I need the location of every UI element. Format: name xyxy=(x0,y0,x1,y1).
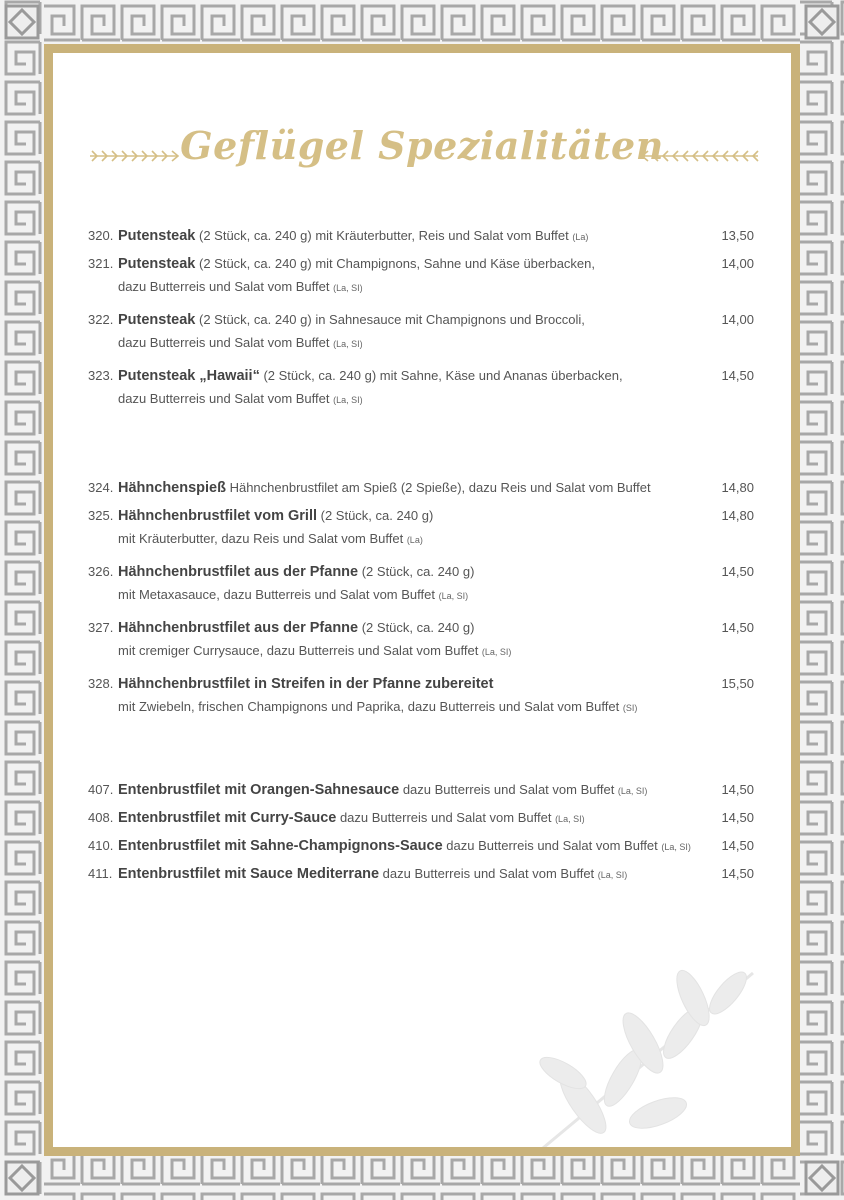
item-description-continued: mit Metaxasauce, dazu Butterreis und Salat vom Buffet xyxy=(118,587,439,602)
allergen-tag: (La, SI) xyxy=(333,283,363,293)
item-name: Entenbrustfilet mit Curry-Sauce xyxy=(118,810,337,826)
item-number: 320. xyxy=(88,228,114,243)
item-name: Entenbrustfilet mit Sauce Mediterrane xyxy=(118,866,380,882)
item-description-line2 xyxy=(118,696,637,719)
item-price: 14,50 xyxy=(721,810,754,825)
item-line xyxy=(118,225,588,248)
item-price: 14,50 xyxy=(721,564,754,579)
item-name: Putensteak xyxy=(118,228,196,244)
item-price: 14,00 xyxy=(721,256,754,271)
item-description-continued: dazu Butterreis und Salat vom Buffet xyxy=(118,335,334,350)
item-number: 326. xyxy=(88,564,114,579)
item-price: 14,80 xyxy=(721,480,754,495)
item-name: Hähnchenbrustfilet in Streifen in der Pfanne zubereitet xyxy=(118,676,494,692)
item-name: Entenbrustfilet mit Orangen-Sahnesauce xyxy=(118,782,400,798)
page-title: Geflügel Spezialitäten xyxy=(180,123,664,168)
item-number: 325. xyxy=(88,508,114,523)
item-line xyxy=(118,253,595,275)
item-price: 14,50 xyxy=(721,782,754,797)
item-name: Hähnchenbrustfilet aus der Pfanne xyxy=(118,564,359,580)
item-name: Putensteak xyxy=(118,312,196,328)
item-line xyxy=(118,835,691,858)
olive-branch-icon xyxy=(523,953,773,1147)
item-description: dazu Butterreis und Salat vom Buffet xyxy=(399,782,618,797)
allergen-tag: (La, SI) xyxy=(333,395,363,405)
item-number: 410. xyxy=(88,838,114,853)
arrow-ornament-icon xyxy=(640,149,760,163)
item-price: 14,50 xyxy=(721,866,754,881)
item-description: Hähnchenbrustfilet am Spieß (2 Spieße), dazu Reis und Salat vom Buffet xyxy=(225,480,651,495)
allergen-tag: (La, SI) xyxy=(597,870,628,880)
item-number: 323. xyxy=(88,368,114,383)
menu-page xyxy=(53,53,791,1147)
item-description: (2 Stück, ca. 240 g) mit Sahne, Käse und Ananas überbacken, xyxy=(259,368,623,383)
item-line xyxy=(118,561,474,583)
item-price: 15,50 xyxy=(721,676,754,691)
item-name: Putensteak „Hawaii“ xyxy=(118,368,260,384)
item-name: Entenbrustfilet mit Sahne-Champignons-Sauce xyxy=(118,838,443,854)
item-price: 13,50 xyxy=(721,228,754,243)
menu-page-frame xyxy=(44,44,800,1156)
item-description-continued: mit Kräuterbutter, dazu Reis und Salat vom Buffet xyxy=(118,531,407,546)
item-price: 14,50 xyxy=(721,620,754,635)
item-description-continued: mit Zwiebeln, frischen Champignons und Paprika, dazu Butterreis und Salat vom Buffet xyxy=(118,699,623,714)
allergen-tag: (La, SI) xyxy=(481,647,512,657)
item-line xyxy=(118,807,585,830)
allergen-tag: (La, SI) xyxy=(438,591,469,601)
item-line xyxy=(118,673,493,695)
item-description-line2 xyxy=(118,584,468,607)
item-description: (2 Stück, ca. 240 g) mit Champignons, Sahne und Käse überbacken, xyxy=(195,256,595,271)
item-line xyxy=(118,309,585,331)
item-number: 407. xyxy=(88,782,114,797)
allergen-tag: (La, SI) xyxy=(617,786,648,796)
item-description: (2 Stück, ca. 240 g) mit Kräuterbutter, Reis und Salat vom Buffet xyxy=(195,228,573,243)
item-description: dazu Butterreis und Salat vom Buffet xyxy=(442,838,662,853)
item-line xyxy=(118,863,627,886)
item-description-line2 xyxy=(118,528,423,551)
item-number: 408. xyxy=(88,810,114,825)
item-price: 14,00 xyxy=(721,312,754,327)
allergen-tag: (La) xyxy=(406,535,423,545)
item-number: 411. xyxy=(88,866,113,881)
item-name: Hähnchenbrustfilet vom Grill xyxy=(118,508,317,524)
item-line xyxy=(118,617,474,639)
allergen-tag: (SI) xyxy=(622,703,638,713)
item-description-continued: dazu Butterreis und Salat vom Buffet xyxy=(118,391,334,406)
item-description-continued: dazu Butterreis und Salat vom Buffet xyxy=(118,279,334,294)
allergen-tag: (La, SI) xyxy=(333,339,363,349)
item-number: 328. xyxy=(88,676,114,691)
item-description: (2 Stück, ca. 240 g) in Sahnesauce mit Champignons und Broccoli, xyxy=(195,312,585,327)
item-price: 14,50 xyxy=(721,368,754,383)
item-description: dazu Butterreis und Salat vom Buffet xyxy=(379,866,598,881)
item-description-continued: mit cremiger Currysauce, dazu Butterreis und Salat vom Buffet xyxy=(118,643,482,658)
item-price: 14,80 xyxy=(721,508,754,523)
item-description: (2 Stück, ca. 240 g) xyxy=(317,508,434,523)
allergen-tag: (La, SI) xyxy=(661,842,691,852)
item-price: 14,50 xyxy=(721,838,754,853)
title-row xyxy=(53,123,791,183)
item-line xyxy=(118,477,651,499)
item-name: Hähnchenspieß xyxy=(118,480,226,496)
item-name: Putensteak xyxy=(118,256,196,272)
item-name: Hähnchenbrustfilet aus der Pfanne xyxy=(118,620,359,636)
item-number: 324. xyxy=(88,480,114,495)
item-description-line2 xyxy=(118,388,363,411)
item-description: (2 Stück, ca. 240 g) xyxy=(358,564,475,579)
item-description-line2 xyxy=(118,332,363,355)
item-number: 327. xyxy=(88,620,114,635)
item-number: 322. xyxy=(88,312,114,327)
item-number: 321. xyxy=(88,256,114,271)
item-description-line2 xyxy=(118,276,363,299)
item-description: (2 Stück, ca. 240 g) xyxy=(358,620,475,635)
item-description-line2 xyxy=(118,640,511,663)
item-line xyxy=(118,505,433,527)
item-description: dazu Butterreis und Salat vom Buffet xyxy=(336,810,556,825)
allergen-tag: (La, SI) xyxy=(555,814,585,824)
allergen-tag: (La) xyxy=(572,232,589,242)
item-line xyxy=(118,779,647,802)
item-line xyxy=(118,365,623,387)
